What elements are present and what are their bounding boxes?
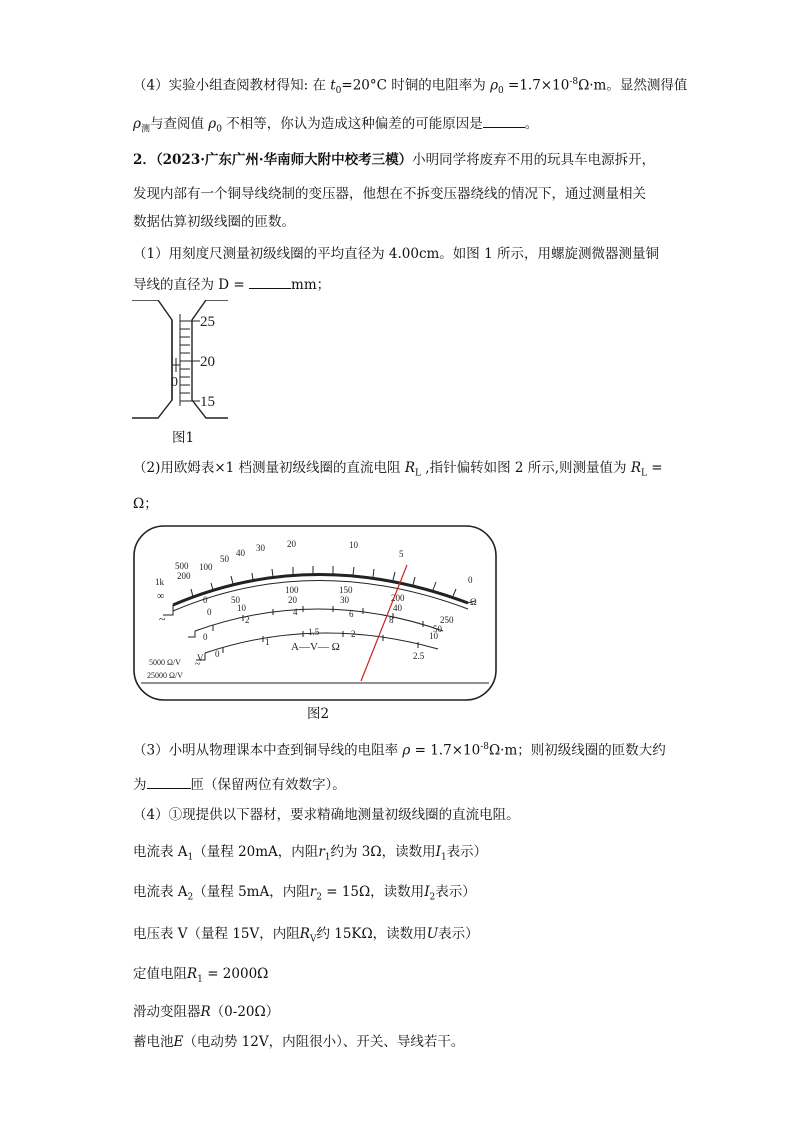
fig1-tick-20: 20	[200, 354, 215, 370]
ohm-label-5: 5	[399, 549, 404, 559]
item-ammeter-a2: 电流表 $A_2$（量程 5mA，内阻$r_2 = 15\Omega$，读数用$I_2$表示）	[133, 884, 476, 903]
v-mark: V	[197, 653, 204, 663]
ohm-label-10: 10	[349, 540, 358, 550]
q2-number: 2．（2023·广东广州·华南师大附中校考三模）	[133, 152, 413, 168]
ac2-label-1-5: 1.5	[308, 627, 320, 637]
ac-label-0: 0	[203, 632, 208, 642]
ac2-label-2-5: 2.5	[413, 651, 425, 661]
dc-label-250: 250	[440, 615, 454, 625]
dc-label-100: 100	[285, 585, 299, 595]
q1-part4-line1: （4）实验小组查阅教材得知: 在 $t_0=20^\circ C$ 时铜的电阻率为 $\rho_0 =1.7\times 10^{-8}\Omega\cdot m$。显然测得值	[133, 77, 688, 97]
ohm-label-50: 50	[220, 554, 229, 564]
ac-label-4: 4	[293, 607, 298, 617]
ohm-label-200: 200	[177, 571, 191, 581]
q2-line1: 2．（2023·广东广州·华南师大附中校考三模）小明同学将废弃不用的玩具车电源拆开，	[133, 152, 656, 168]
figure1-micrometer	[128, 300, 238, 440]
ac-label-6: 6	[349, 609, 354, 619]
ohm-label-0: 0	[468, 575, 473, 585]
q2-p3-line1: （3）小明从物理课本中查到铜导线的电阻率 $\rho = 1.7\times 10^{-8}\Omega\cdot m$；则初级线圈的匝数大约	[133, 742, 666, 759]
ohm-unit: Ω	[470, 597, 477, 607]
item-ammeter-a1: 电流表 $A_1$（量程 20mA，内阻$r_1$约为 3Ω，读数用$I_1$表示）	[133, 844, 488, 863]
ohm-label-1k: 1k	[155, 577, 164, 587]
fig1-tick-25: 25	[200, 314, 215, 330]
item-voltmeter: 电压表 V（量程 15V，内阻$R_V$约 15KΩ，读数用U表示）	[133, 926, 479, 945]
ohm-label-100: 100	[199, 562, 213, 572]
fig1-zero: 0	[171, 375, 178, 390]
figure2-meter	[133, 525, 497, 703]
figure1-caption: 图1	[172, 430, 195, 446]
dc-label-150: 150	[339, 585, 353, 595]
dc-label-50: 50	[231, 595, 240, 605]
ac-label-2: 2	[245, 615, 250, 625]
ohm-label-30: 30	[256, 543, 265, 553]
dc2-label-20: 20	[288, 595, 297, 605]
ac-label-10: 10	[429, 631, 438, 641]
ac2-label-2: 2	[351, 629, 356, 639]
q2-line2: 发现内部有一个铜导线绕制的变压器，他想在不拆变压器绕线的情况下，通过测量相关	[133, 186, 646, 202]
ac-label-8: 8	[389, 615, 394, 625]
q2-p1-line2: 导线的直径为 D = mm；	[133, 274, 330, 295]
q2-p1-line1: （1）用刻度尺测量初级线圈的平均直径为 4.00cm。如图 1 所示，用螺旋测微器测量铜	[133, 246, 659, 262]
tilde-mark-2: ~	[195, 659, 201, 670]
ac2-label-1: 1	[265, 637, 270, 647]
dc-label-200: 200	[391, 593, 405, 603]
dc2-label-0: 0	[207, 607, 212, 617]
sensitivity-2: 25000 Ω/V	[147, 671, 183, 680]
tilde-mark: ~	[159, 612, 166, 626]
fig1-tick-15: 15	[200, 394, 215, 410]
dc-label-0: 0	[203, 595, 208, 605]
ohm-label-500: 500	[175, 561, 189, 571]
q2-p3-line2: 为 匝（保留两位有效数字）。	[133, 774, 346, 795]
q2-line3: 数据估算初级线圈的匝数。	[133, 214, 295, 230]
item-fixed-resistor: 定值电阻$R_1 = 2000\Omega$	[133, 966, 269, 985]
dc2-label-50: 50	[433, 624, 442, 634]
inf-symbol: ∞	[157, 591, 165, 602]
dc2-label-10: 10	[237, 603, 246, 613]
dc2-label-40: 40	[393, 603, 402, 613]
answer-blank[interactable]	[483, 113, 525, 128]
sensitivity-1: 5000 Ω/V	[149, 658, 181, 667]
ohm-label-40: 40	[236, 548, 245, 558]
ac2-label-0: 0	[215, 649, 220, 659]
diameter-blank[interactable]	[249, 274, 291, 289]
ohm-label-20: 20	[287, 539, 296, 549]
dc2-label-30: 30	[340, 595, 349, 605]
figure2-caption: 图2	[307, 706, 330, 722]
q2-p4-line1: （4）①现提供以下器材，要求精确地测量初级线圈的直流电阻。	[133, 807, 520, 823]
q2-p2-line2: Ω；	[133, 496, 158, 512]
q1-part4-line2: $\rho_测$与查阅值 $\rho_0$ 不相等，你认为造成这种偏差的可能原因是 。	[133, 113, 538, 140]
turns-blank[interactable]	[147, 774, 191, 789]
q2-p2-line1: （2)用欧姆表×1 档测量初级线圈的直流电阻 $R_L$ ,指针偏转如图 2 所示,则测量值为 $R_L$ =	[133, 460, 663, 479]
item-rheostat: 滑动变阻器R（0-20Ω）	[133, 1004, 280, 1020]
item-battery: 蓄电池E（电动势 12V，内阻很小）、开关、导线若干。	[133, 1034, 465, 1050]
avo-label: A—V— Ω	[291, 641, 340, 653]
